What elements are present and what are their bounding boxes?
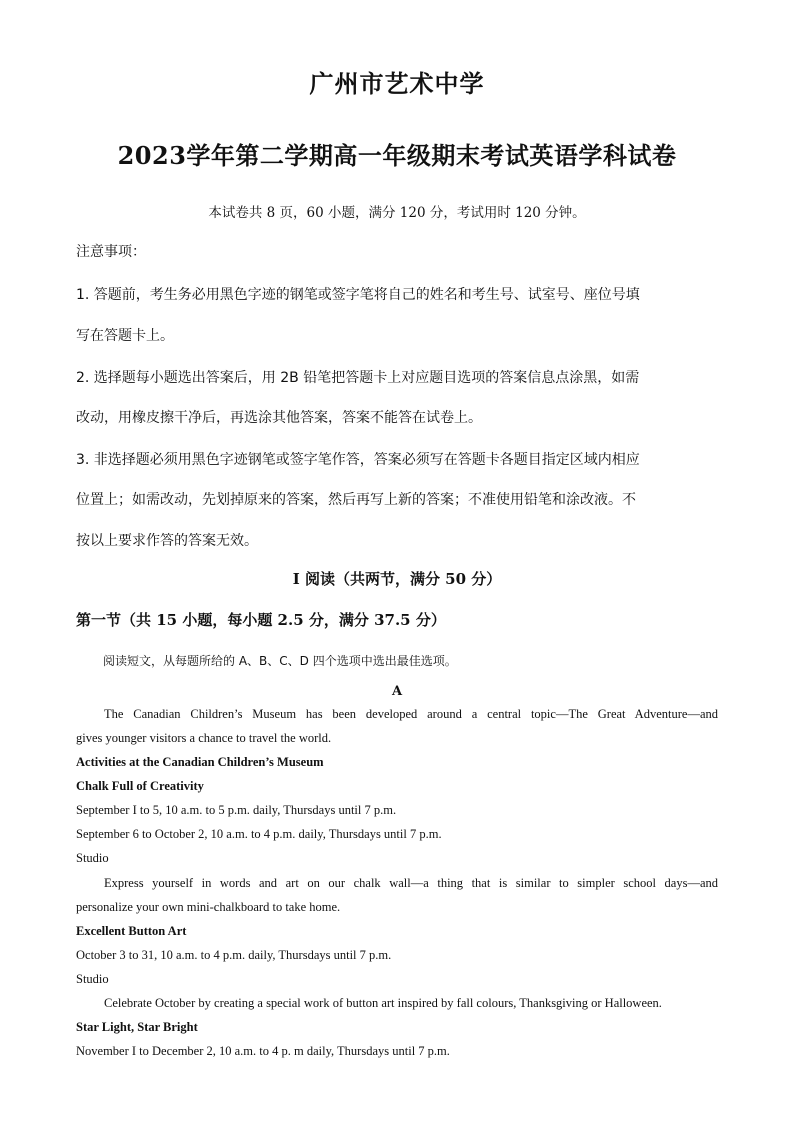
note-line: 1. 答题前，考生务必用黑色字迹的钢笔或签字笔将自己的姓名和考生号、试室号、座位号填: [76, 287, 640, 303]
activity-schedule: September I to 5, 10 a.m. to 5 p.m. daily, Thursdays until 7 p.m.: [76, 803, 397, 817]
section-heading: 第一节（共 15 小题，每小题 2.5 分，满分 37.5 分）: [76, 611, 446, 629]
activity-schedule: September 6 to October 2, 10 a.m. to 4 p.m. daily, Thursdays until 7 p.m.: [76, 827, 442, 841]
activities-heading: Activities at the Canadian Children’s Museum: [76, 755, 324, 769]
passage-line: gives younger visitors a chance to travel the world.: [76, 731, 332, 745]
exam-title: 2023学年第二学期高一年级期末考试英语学科试卷: [117, 141, 677, 170]
passage-line: The Canadian Children’s Museum has been developed around a central topic—The Great Adventure—and: [104, 707, 718, 721]
note-line: 位置上；如需改动，先划掉原来的答案，然后再写上新的答案；不准使用铅笔和涂改液。不: [76, 492, 636, 508]
notes-heading: 注意事项：: [76, 244, 146, 260]
activity-schedule: November I to December 2, 10 a.m. to 4 p. m daily, Thursdays until 7 p.m.: [76, 1044, 450, 1058]
note-line: 2. 选择题每小题选出答案后，用 2B 铅笔把答题卡上对应题目选项的答案信息点涂黑，如需: [76, 370, 640, 386]
activity-description: personalize your own mini-chalkboard to take home.: [76, 900, 341, 914]
activity-title: Excellent Button Art: [76, 924, 187, 938]
activity-schedule: October 3 to 31, 10 a.m. to 4 p.m. daily, Thursdays until 7 p.m.: [76, 948, 392, 962]
activity-description: Celebrate October by creating a special work of button art inspired by fall colours, Thanksgiving or Halloween.: [104, 996, 662, 1010]
note-line: 按以上要求作答的答案无效。: [76, 533, 258, 549]
note-line: 3. 非选择题必须用黑色字迹钢笔或签字笔作答，答案必须写在答题卡各题目指定区域内相应: [76, 452, 640, 468]
passage-letter: A: [391, 684, 403, 699]
activity-location: Studio: [76, 851, 109, 865]
note-line: 写在答题卡上。: [76, 328, 174, 344]
exam-summary: 本试卷共 8 页，60 小题，满分 120 分，考试用时 120 分钟。: [208, 205, 586, 221]
section-instruction: 阅读短文，从每题所给的 A、B、C、D 四个选项中选出最佳选项。: [103, 654, 457, 668]
activity-location: Studio: [76, 972, 109, 986]
activity-title: Star Light, Star Bright: [76, 1020, 198, 1034]
activity-title: Chalk Full of Creativity: [76, 779, 204, 793]
school-name: 广州市艺术中学: [309, 69, 485, 98]
note-line: 改动，用橡皮擦干净后，再选涂其他答案，答案不能答在试卷上。: [76, 410, 482, 426]
activity-description: Express yourself in words and art on our chalk wall—a thing that is similar to simpler school days—and: [104, 876, 718, 890]
part-heading: I 阅读（共两节，满分 50 分）: [292, 570, 502, 588]
